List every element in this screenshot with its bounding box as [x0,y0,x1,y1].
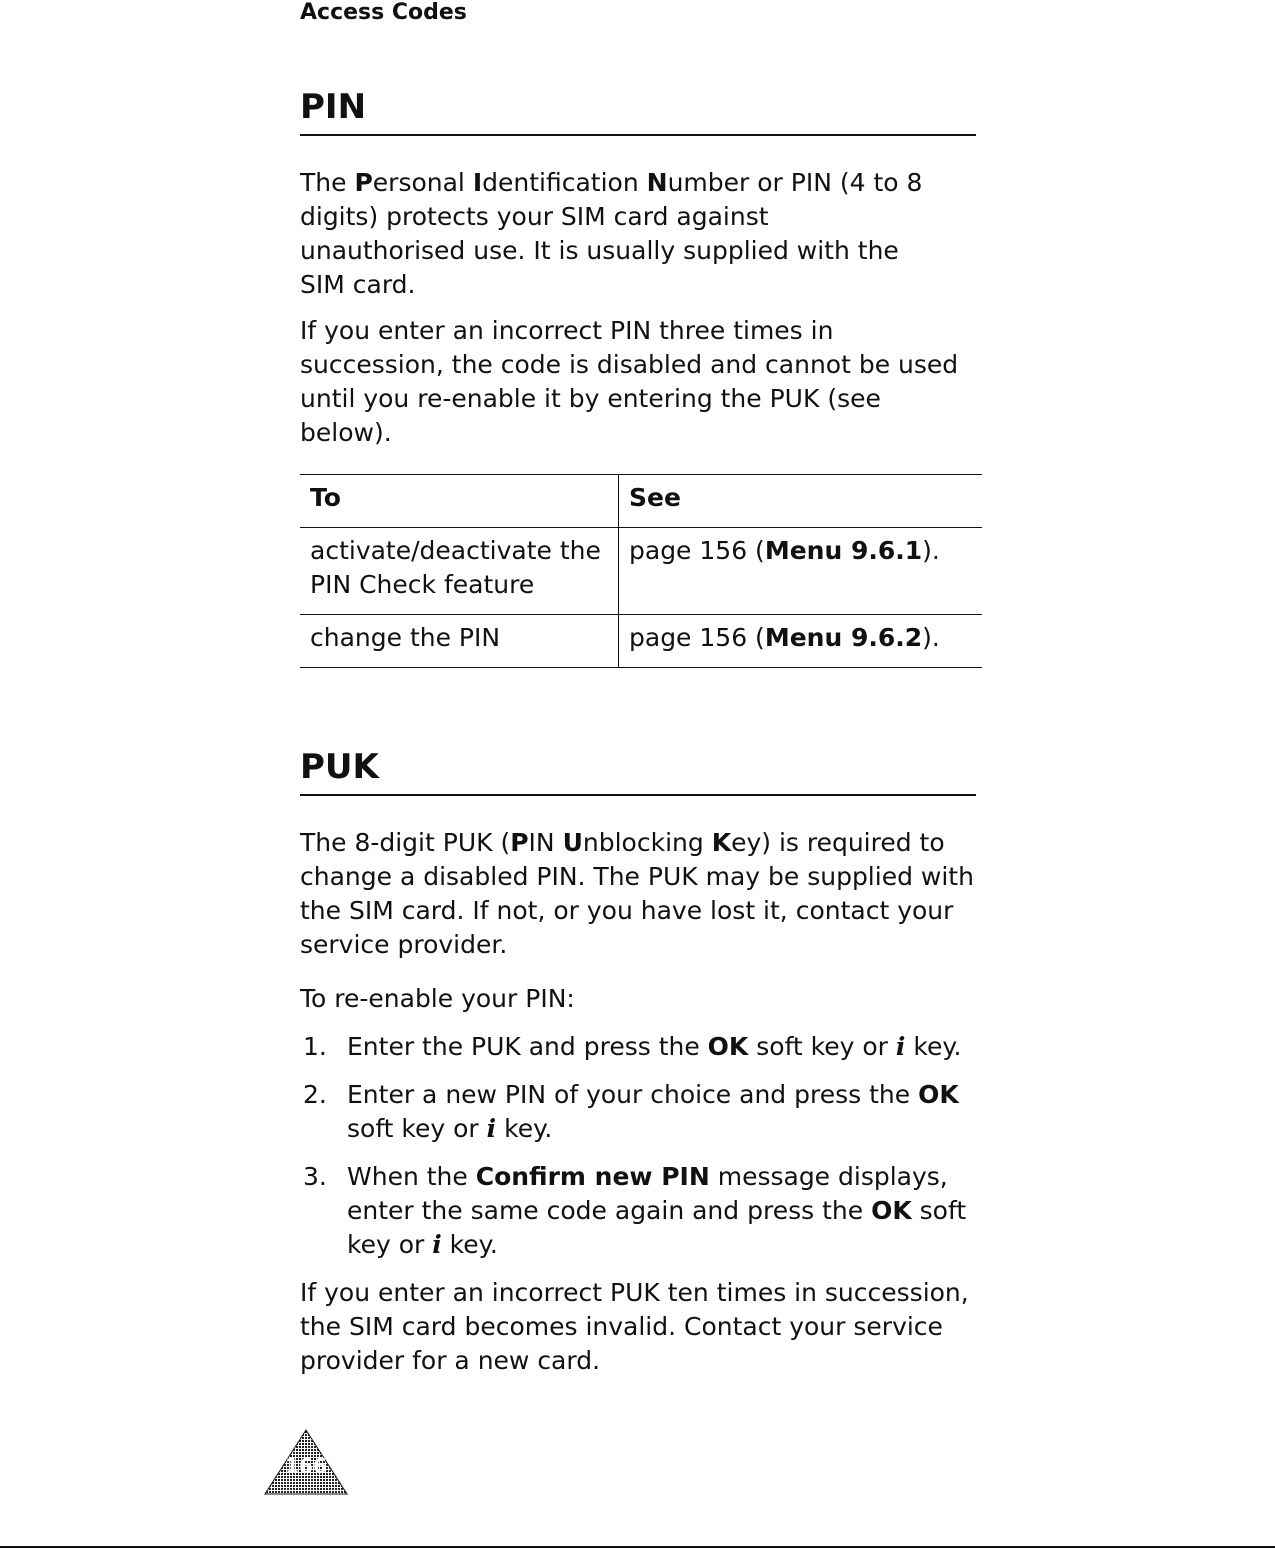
ok-key-label: OK [707,1032,749,1061]
text: Enter the PUK and press the [347,1032,708,1061]
bold-text: P [354,168,373,197]
page-number-marker [263,1428,349,1496]
bold-text: K [711,828,732,857]
step-number: 1. [303,1032,327,1061]
table-cell-see [619,615,983,668]
list-item [300,1030,976,1064]
text: soft key or [347,1114,487,1143]
puk-intro-paragraph [300,826,976,962]
info-key-icon: i [895,1032,906,1061]
info-key-icon: i [432,1230,442,1259]
pin-section [300,86,976,668]
puk-section-title: PUK [300,746,976,796]
ok-key-label: OK [871,1196,912,1225]
pin-reference-table [300,474,982,668]
info-key-icon: i [486,1114,497,1143]
text: key. [496,1114,553,1143]
table-header-to: To [300,475,619,528]
pin-disable-paragraph: If you enter an incorrect PIN three times in succession, the code is disabled and cannot be used until you re-enable it by entering the PUK (see below). [300,316,959,447]
table-row [300,528,982,615]
reenable-steps-list [300,1030,976,1262]
list-item [300,1078,976,1146]
text: umber or PIN (4 to 8 digits) protects your SIM card against unauthorised use. It is usually supplied with the SIM card. [300,168,923,299]
step-number: 2. [303,1080,327,1109]
text: When the [347,1162,476,1191]
table-cell-to: change the PIN [300,615,619,668]
text: ). [922,623,940,652]
text: The [300,168,355,197]
bottom-rule [0,1546,1275,1548]
bold-text: I [472,168,483,197]
text: ersonal [372,168,473,197]
text: The 8-digit PUK ( [300,828,511,857]
puk-section [300,746,976,1378]
text: page 156 ( [629,623,765,652]
ok-key-label: OK [918,1080,959,1109]
text: soft key or [347,1196,967,1259]
running-header: Access Codes [300,0,467,25]
bold-text: N [646,168,668,197]
text: ey) is required to change a disabled PIN. The PUK may be supplied with the SIM card. If not, or you have lost it, contact your service provider. [300,828,974,959]
text: Enter a new PIN of your choice and press the [347,1080,919,1109]
menu-reference: Menu 9.6.1 [764,536,923,565]
step-number: 3. [303,1162,327,1191]
text: soft key or [748,1032,896,1061]
list-item [300,1160,976,1262]
confirm-message-label: Confirm new PIN [475,1162,710,1191]
table-header-row [300,475,982,528]
menu-reference: Menu 9.6.2 [764,623,923,652]
text: message displays, enter the same code again and press the [347,1162,948,1225]
table-row [300,615,982,668]
page-number: 166 [285,1454,327,1478]
table-cell-to: activate/deactivate the PIN Check feature [300,528,619,615]
text: page 156 ( [629,536,765,565]
bold-text: P [510,828,529,857]
text: IN [528,828,563,857]
table-header-see: See [619,475,983,528]
pin-section-title: PIN [300,86,976,136]
pin-intro-paragraph [300,166,940,302]
text: key. [905,1032,962,1061]
text: nblocking [582,828,712,857]
table-cell-see [619,528,983,615]
puk-closing-paragraph: If you enter an incorrect PUK ten times in succession, the SIM card becomes invalid. Contact your service provider for a new card. [300,1278,969,1375]
text: ). [922,536,940,565]
bold-text: U [562,828,583,857]
text: dentification [482,168,647,197]
text: key. [441,1230,498,1259]
puk-reenable-intro: To re-enable your PIN: [300,984,575,1013]
